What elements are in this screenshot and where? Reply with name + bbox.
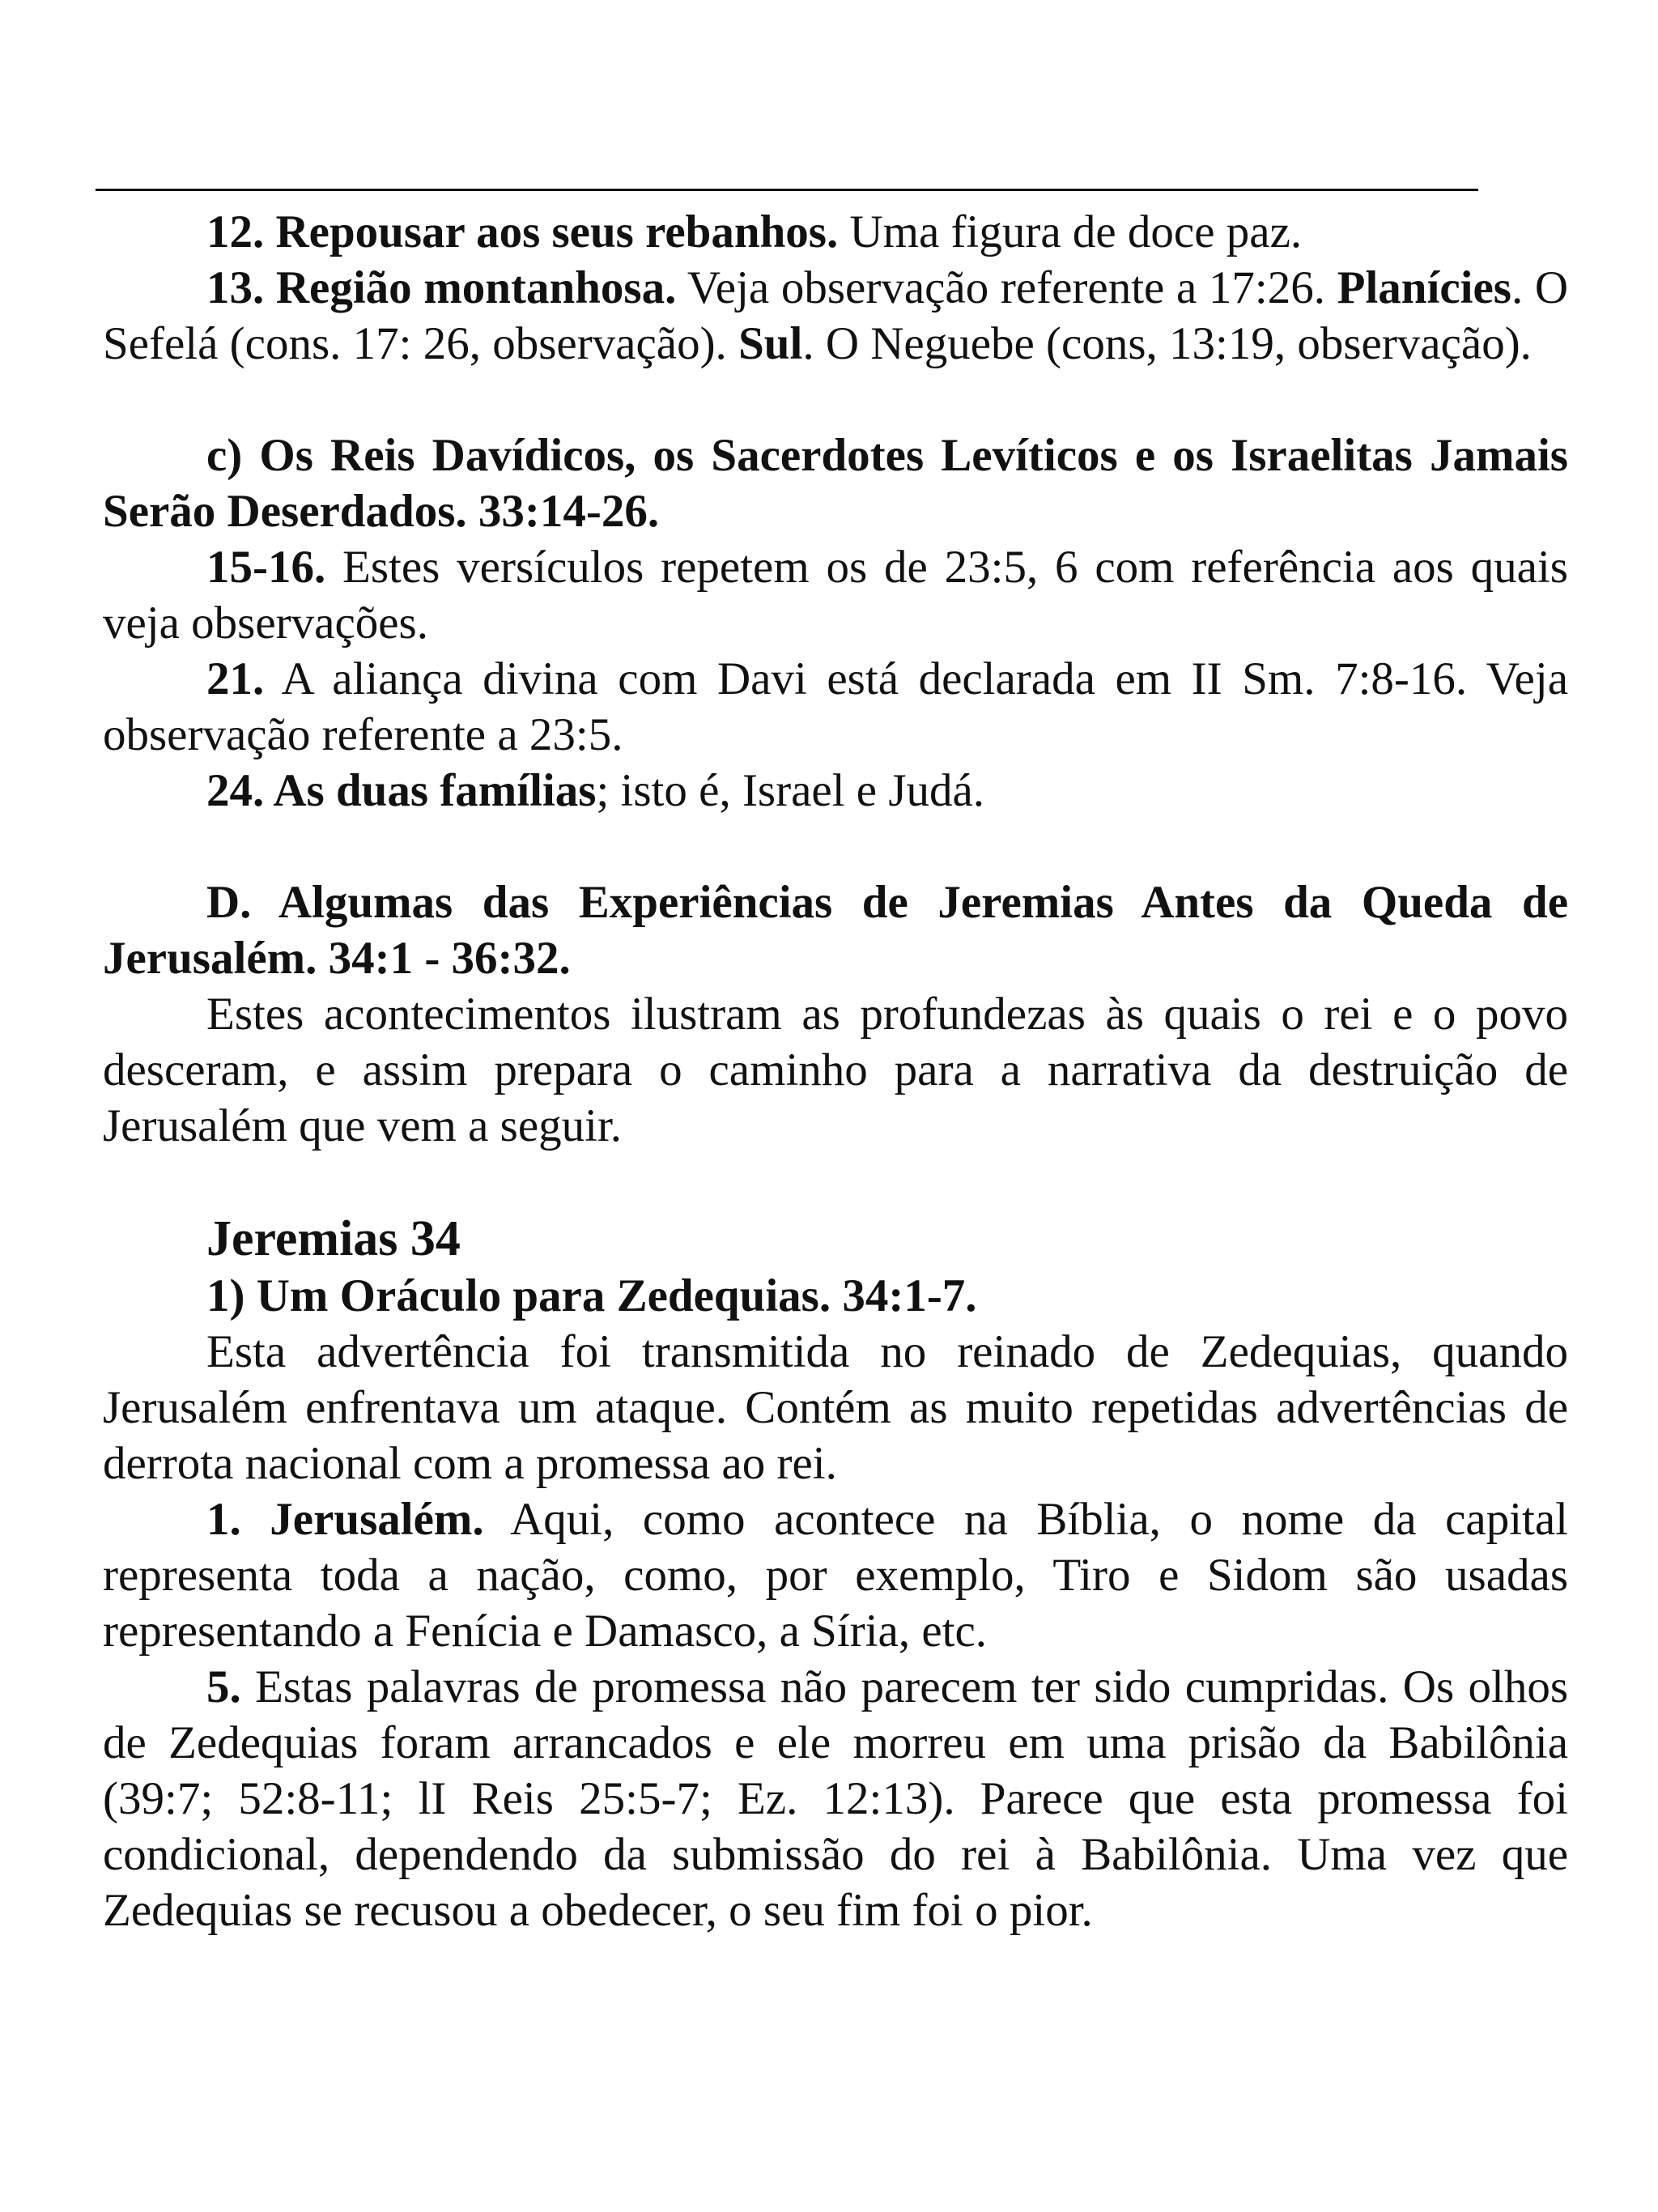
note-13-sul: Sul [738,318,803,369]
section-1-heading [103,1268,1568,1324]
note-5-label: 5. [206,1661,241,1712]
note-5-text: Estas palavras de promessa não parecem ter sido cumpridas. Os olhos de Zedequias foram arrancados e ele morreu em uma prisão da Babilônia (39:7; 52:8-11; lI Reis 25:5-7; Ez. 12:13). Parece que esta promessa foi condicional, dependendo da submissão do rei à Babilônia. Uma vez que Zedequias se recusou a obedecer, o seu fim foi o pior. [103,1661,1568,1936]
note-12-text: Uma figura de doce paz. [838,206,1303,257]
note-24 [103,763,1568,819]
chapter-title: Jeremias 34 [206,1211,461,1266]
note-13-text-2: . O Sefelá (cons. 17: 26, observação). [103,262,1569,369]
note-1-label: 1. Jerusalém. [206,1494,484,1545]
note-15-16-label: 15-16. [206,542,326,593]
note-1-text: Aqui, como acontece na Bíblia, o nome da capital representa toda a nação, como, por exemplo, Tiro e Sidom são usadas representando a Fenícia e Damasco, a Síria, etc. [103,1494,1568,1657]
note-21-label: 21. [206,653,265,704]
note-13-planicies: Planícies [1337,262,1511,313]
note-15-16-text: Estes versículos repetem os de 23:5, 6 com referência aos quais veja observações. [103,542,1568,649]
note-13 [103,260,1568,372]
chapter-34-intro: Esta advertência foi transmitida no reinado de Zedequias, quando Jerusalém enfrentava um ataque. Contém as muito repetidas advertências de derrota nacional com a promessa ao rei. [103,1326,1568,1489]
section-d-intro: Estes acontecimentos ilustram as profundezas às quais o rei e o povo desceram, e assim prepara o caminho para a narrativa da destruição de Jerusalém que vem a seguir. [103,989,1568,1151]
note-13-text-3: . O Neguebe (cons, 13:19, observação). [802,318,1532,369]
section-d-heading-text: D. Algumas das Experiências de Jeremias Antes da Queda de Jerusalém. 34:1 - 36:32. [103,877,1568,984]
note-24-label: 24. As duas famílias [206,765,597,816]
note-24-text: ; isto é, Israel e Judá. [596,765,985,816]
section-c-heading-text: c) Os Reis Davídicos, os Sacerdotes Levíticos e os Israelitas Jamais Serão Deserdados. 33:14-26. [103,430,1568,537]
note-13-label: 13. Região montanhosa. [206,262,677,313]
note-15-16 [103,539,1568,651]
note-12-label: 12. Repousar aos seus rebanhos. [206,206,839,257]
note-13-text: Veja observação referente a 17:26. [676,262,1337,313]
header-rule [96,189,1478,191]
spacer [103,819,1568,874]
page-body [103,204,1568,1938]
spacer [103,372,1568,428]
note-12 [103,204,1568,260]
section-1-heading-text: 1) Um Oráculo para Zedequias. 34:1-7. [206,1270,977,1321]
note-1 [103,1491,1568,1659]
note-5 [103,1659,1568,1938]
section-c-heading [103,428,1568,539]
note-21-text: A aliança divina com Davi está declarada em II Sm. 7:8-16. Veja observação referente a 23:5. [103,653,1568,760]
spacer [103,1154,1568,1210]
section-d-heading [103,874,1568,986]
note-21 [103,651,1568,763]
